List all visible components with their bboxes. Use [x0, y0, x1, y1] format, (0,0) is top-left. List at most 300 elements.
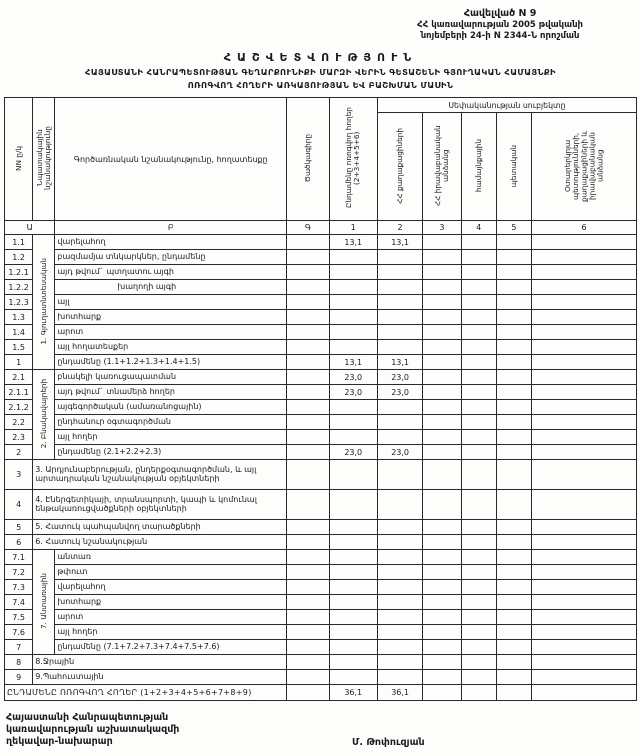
row-number-cell: 7.6 [5, 625, 33, 640]
value-cell [423, 595, 461, 610]
value-cell [423, 685, 461, 701]
value-cell: 13,1 [377, 235, 422, 250]
row-number-cell: 1.1 [5, 235, 33, 250]
value-cell [287, 280, 329, 295]
col-header-nn-label: NN ը/կ [13, 145, 23, 171]
col-header-total [329, 98, 377, 221]
land-type-cell: թփուտ [55, 565, 287, 580]
value-cell [496, 460, 531, 490]
table-row [5, 265, 637, 280]
section-label-cell [33, 235, 55, 370]
value-cell [496, 625, 531, 640]
land-type-cell: արոտ [55, 610, 287, 625]
value-cell [329, 670, 377, 685]
value-cell [377, 340, 422, 355]
value-cell [423, 370, 461, 385]
col-header-total-label: Ընդամենը ոռոգվող հողեր (2+3+4+5+6) [344, 108, 362, 209]
value-cell [329, 565, 377, 580]
row-number-cell: 4 [5, 490, 33, 520]
value-cell: 23,0 [329, 445, 377, 460]
value-cell [423, 655, 461, 670]
footer-line3: ղեկավար-նախարար [6, 736, 113, 748]
owner-community-label: համայնքային [473, 139, 483, 193]
col-header-owner-citizens [377, 113, 422, 221]
value-cell [496, 640, 531, 655]
value-cell [377, 250, 422, 265]
value-cell [377, 490, 422, 520]
value-cell [287, 655, 329, 670]
letter-cell-4: 4 [461, 221, 496, 235]
value-cell [496, 310, 531, 325]
value-cell [461, 550, 496, 565]
value-cell [532, 490, 637, 520]
value-cell [532, 355, 637, 370]
value-cell [377, 325, 422, 340]
value-cell [423, 385, 461, 400]
value-cell [461, 340, 496, 355]
value-cell [329, 610, 377, 625]
col-header-purpose [33, 98, 55, 221]
value-cell [532, 415, 637, 430]
value-cell [287, 445, 329, 460]
value-cell [287, 670, 329, 685]
value-cell [496, 385, 531, 400]
value-cell [287, 565, 329, 580]
value-cell [532, 445, 637, 460]
table-row [5, 595, 637, 610]
land-type-cell: խոտհարք [55, 595, 287, 610]
value-cell [377, 280, 422, 295]
table-total-row [5, 685, 637, 701]
value-cell [329, 550, 377, 565]
owner-citizens-label: ՀՀ քաղաքացիների [395, 128, 404, 204]
value-cell [287, 340, 329, 355]
value-cell [377, 310, 422, 325]
table-row [5, 385, 637, 400]
row-number-cell: 2.1.2 [5, 400, 33, 415]
value-cell [423, 340, 461, 355]
value-cell [496, 265, 531, 280]
land-type-cell: այլ [55, 295, 287, 310]
value-cell [423, 535, 461, 550]
report-title: ՀԱՇՎԵՏՎՈՒԹՅՈՒՆ [223, 51, 418, 65]
value-cell [461, 385, 496, 400]
value-cell [423, 580, 461, 595]
value-cell: 36,1 [377, 685, 422, 701]
value-cell [461, 520, 496, 535]
value-cell [496, 595, 531, 610]
value-cell [377, 550, 422, 565]
value-cell [287, 580, 329, 595]
col-header-nn [5, 98, 33, 221]
land-type-cell: ընդամենը (7.1+7.2+7.3+7.4+7.5+7.6) [55, 640, 287, 655]
land-type-cell: բազմամյա տնկարկներ, ընդամենը [55, 250, 287, 265]
footer-signatory-title [6, 712, 179, 748]
table-row [5, 655, 637, 670]
value-cell: 23,0 [329, 370, 377, 385]
appendix-number: Հավելված N 9 [463, 8, 537, 19]
value-cell [377, 670, 422, 685]
value-cell [329, 595, 377, 610]
value-cell [496, 520, 531, 535]
value-cell [461, 460, 496, 490]
letter-cell-2: 2 [377, 221, 422, 235]
value-cell: 23,0 [377, 385, 422, 400]
table-row [5, 280, 637, 295]
appendix-block [417, 8, 583, 42]
value-cell [532, 385, 637, 400]
value-cell [496, 400, 531, 415]
row-number-cell: 1.5 [5, 340, 33, 355]
owner-state-label: պետական [508, 144, 518, 188]
value-cell [423, 550, 461, 565]
value-cell [287, 430, 329, 445]
value-cell [287, 610, 329, 625]
value-cell: 13,1 [377, 355, 422, 370]
value-cell [329, 400, 377, 415]
row-number-cell: 7.5 [5, 610, 33, 625]
table-row [5, 370, 637, 385]
value-cell [496, 430, 531, 445]
table-row [5, 670, 637, 685]
value-cell [461, 280, 496, 295]
value-cell [496, 280, 531, 295]
value-cell [377, 610, 422, 625]
value-cell: 36,1 [329, 685, 377, 701]
value-cell [423, 640, 461, 655]
value-cell [377, 565, 422, 580]
value-cell [329, 655, 377, 670]
value-cell [461, 670, 496, 685]
land-type-cell: արոտ [55, 325, 287, 340]
value-cell [496, 550, 531, 565]
value-cell [329, 310, 377, 325]
total-label-cell: ԸՆԴԱՄԵՆԸ ՈՌՈԳՎՈՂ ՀՈՂԵՐ (1+2+3+4+5+6+7+8+9) [5, 685, 287, 701]
table-row [5, 535, 637, 550]
value-cell [287, 490, 329, 520]
land-type-cell: վարելահող [55, 580, 287, 595]
table-row [5, 355, 637, 370]
value-cell: 23,0 [377, 370, 422, 385]
report-subtitle-line2: ՈՌՈԳՎՈՂ ՀՈՂԵՐԻ ԱՌԿԱՅՈՒԹՅԱՆ ԵՎ ԲԱՇԽՄԱՆ ՄԱՍԻՆ [187, 80, 454, 91]
section-label: 7. Անտառային [38, 573, 48, 630]
value-cell [496, 580, 531, 595]
value-cell [329, 430, 377, 445]
value-cell [496, 370, 531, 385]
value-cell [423, 265, 461, 280]
value-cell [496, 490, 531, 520]
table-row [5, 490, 637, 520]
value-cell [496, 445, 531, 460]
value-cell [461, 325, 496, 340]
letter-cell-1: 1 [329, 221, 377, 235]
value-cell [532, 580, 637, 595]
value-cell [496, 415, 531, 430]
value-cell [329, 340, 377, 355]
value-cell [532, 325, 637, 340]
value-cell [423, 250, 461, 265]
value-cell [532, 250, 637, 265]
value-cell [287, 640, 329, 655]
value-cell [496, 295, 531, 310]
value-cell [423, 460, 461, 490]
value-cell [377, 520, 422, 535]
value-cell [532, 340, 637, 355]
land-type-cell: խաղողի այգի [55, 280, 287, 295]
land-type-cell: խոտհարք [55, 310, 287, 325]
table-row [5, 430, 637, 445]
col-header-owner-state [496, 113, 531, 221]
value-cell [532, 595, 637, 610]
row-number-cell: 1.2.1 [5, 265, 33, 280]
value-cell [377, 415, 422, 430]
header-row-letters [5, 221, 637, 235]
value-cell [532, 295, 637, 310]
value-cell [496, 325, 531, 340]
value-cell [377, 655, 422, 670]
value-cell [532, 520, 637, 535]
value-cell [461, 580, 496, 595]
value-cell [287, 385, 329, 400]
col-header-owner-foreign [532, 113, 637, 221]
table-row [5, 565, 637, 580]
table-row [5, 640, 637, 655]
value-cell [461, 310, 496, 325]
footer-line2: կառավարության աշխատակազմի [6, 724, 180, 736]
land-type-cell: այլ հողեր [55, 430, 287, 445]
table-row [5, 460, 637, 490]
value-cell [496, 250, 531, 265]
value-cell [423, 310, 461, 325]
appendix-decree-line1: ՀՀ կառավարության 2005 թվականի [417, 20, 583, 31]
value-cell [287, 550, 329, 565]
value-cell [377, 625, 422, 640]
value-cell [532, 370, 637, 385]
row-number-cell: 2.1.1 [5, 385, 33, 400]
col-header-owner-legal [423, 113, 461, 221]
land-type-cell: 8.Ջրային [33, 655, 287, 670]
land-type-cell: այգեգործական (ամառանոցային) [55, 400, 287, 415]
value-cell [461, 490, 496, 520]
value-cell [377, 265, 422, 280]
letter-cell-g: Գ [287, 221, 329, 235]
row-number-cell: 8 [5, 655, 33, 670]
value-cell [461, 415, 496, 430]
value-cell [461, 610, 496, 625]
value-cell [423, 610, 461, 625]
value-cell [532, 640, 637, 655]
value-cell [287, 400, 329, 415]
value-cell [496, 685, 531, 701]
value-cell [423, 355, 461, 370]
value-cell [377, 430, 422, 445]
value-cell [329, 490, 377, 520]
header-row-groups [5, 98, 637, 113]
value-cell [377, 580, 422, 595]
row-number-cell: 2.1 [5, 370, 33, 385]
value-cell: 23,0 [377, 445, 422, 460]
value-cell [461, 655, 496, 670]
value-cell [329, 325, 377, 340]
value-cell [532, 310, 637, 325]
col-header-functional: Գործառնական նշանակությունը, հողատեսքը [55, 98, 287, 221]
row-number-cell: 6 [5, 535, 33, 550]
table-row [5, 580, 637, 595]
value-cell [496, 565, 531, 580]
value-cell [287, 520, 329, 535]
value-cell [532, 685, 637, 701]
value-cell [423, 235, 461, 250]
value-cell [329, 250, 377, 265]
col-header-ownership-group: Սեփականության սուբյեկտը [377, 98, 636, 113]
value-cell [461, 235, 496, 250]
value-cell [329, 265, 377, 280]
value-cell [461, 265, 496, 280]
value-cell [532, 550, 637, 565]
value-cell [287, 265, 329, 280]
row-number-cell: 9 [5, 670, 33, 685]
value-cell [532, 610, 637, 625]
value-cell [287, 295, 329, 310]
value-cell [423, 625, 461, 640]
value-cell [532, 265, 637, 280]
letter-cell-3: 3 [423, 221, 461, 235]
row-number-cell: 5 [5, 520, 33, 535]
value-cell [287, 370, 329, 385]
row-number-cell: 3 [5, 460, 33, 490]
section-label: 1. Գյուղատնտեսական [38, 258, 48, 345]
row-number-cell: 1.2.3 [5, 295, 33, 310]
table-row [5, 310, 637, 325]
table-row [5, 400, 637, 415]
section-label-cell [33, 550, 55, 655]
value-cell [423, 565, 461, 580]
value-cell [287, 235, 329, 250]
row-number-cell: 1.2 [5, 250, 33, 265]
value-cell [423, 400, 461, 415]
value-cell [287, 355, 329, 370]
col-header-purpose-label: Նպատակային նշանակությունը [34, 126, 52, 191]
value-cell [287, 415, 329, 430]
value-cell [532, 670, 637, 685]
value-cell [287, 325, 329, 340]
table-row [5, 325, 637, 340]
value-cell [496, 610, 531, 625]
land-type-cell: 3. Արդյունաբերության, ընդերքօգտագործման, և այլ արտադրական նշանակության օբյեկտների [33, 460, 287, 490]
value-cell [329, 415, 377, 430]
value-cell [496, 535, 531, 550]
appendix-decree-line2: նոյեմբերի 24-ի N 2344-Ն որոշման [420, 31, 580, 42]
value-cell [377, 595, 422, 610]
value-cell [461, 565, 496, 580]
value-cell [329, 295, 377, 310]
value-cell [423, 520, 461, 535]
value-cell [377, 460, 422, 490]
letter-cell-a: Ա [5, 221, 55, 235]
value-cell [377, 535, 422, 550]
value-cell [287, 595, 329, 610]
value-cell [496, 340, 531, 355]
table-row [5, 340, 637, 355]
value-cell [377, 640, 422, 655]
row-number-cell: 1.3 [5, 310, 33, 325]
value-cell [496, 355, 531, 370]
value-cell [461, 640, 496, 655]
value-cell [532, 235, 637, 250]
value-cell [532, 565, 637, 580]
value-cell [329, 460, 377, 490]
value-cell [461, 355, 496, 370]
value-cell [532, 625, 637, 640]
table-row [5, 415, 637, 430]
table-row [5, 295, 637, 310]
value-cell [461, 445, 496, 460]
land-type-cell: ընդամենը (2.1+2.2+2.3) [55, 445, 287, 460]
land-type-cell: վարելահող [55, 235, 287, 250]
land-type-cell: այլ հողատեսքեր [55, 340, 287, 355]
footer-line1: Հայաստանի Հանրապետության [6, 712, 169, 723]
value-cell [461, 685, 496, 701]
land-type-cell: անտառ [55, 550, 287, 565]
row-number-cell: 1.4 [5, 325, 33, 340]
value-cell [496, 235, 531, 250]
land-type-cell: 9.Պահուստային [33, 670, 287, 685]
land-type-cell: ընդհանուր օգտագործման [55, 415, 287, 430]
value-cell [423, 670, 461, 685]
row-number-cell: 1.2.2 [5, 280, 33, 295]
table-row [5, 235, 637, 250]
land-type-cell: 4. Էներգետիկայի, տրանսպորտի, կապի և կոմունալ ենթակառուցվածքների օբյեկտների [33, 490, 287, 520]
value-cell [287, 685, 329, 701]
land-type-cell: այդ թվում` տնամերձ հողեր [55, 385, 287, 400]
value-cell [496, 655, 531, 670]
col-header-code-label: Ծածկագիրը [302, 134, 312, 183]
land-type-cell: ընդամենը (1.1+1.2+1.3+1.4+1.5) [55, 355, 287, 370]
value-cell: 23,0 [329, 385, 377, 400]
table-row [5, 610, 637, 625]
row-number-cell: 1 [5, 355, 33, 370]
value-cell [287, 310, 329, 325]
value-cell [377, 295, 422, 310]
col-header-owner-community [461, 113, 496, 221]
row-number-cell: 2.2 [5, 415, 33, 430]
letter-cell-6: 6 [532, 221, 637, 235]
value-cell [377, 400, 422, 415]
value-cell: 13,1 [329, 235, 377, 250]
row-number-cell: 2 [5, 445, 33, 460]
table-row [5, 445, 637, 460]
signatory-name: Մ. Թոփուզյան [352, 737, 425, 748]
row-number-cell: 2.3 [5, 430, 33, 445]
value-cell [329, 640, 377, 655]
land-type-cell: 5. Հատուկ պահպանվող տարածքների [33, 520, 287, 535]
value-cell [496, 670, 531, 685]
value-cell [329, 280, 377, 295]
letter-cell-b: Բ [55, 221, 287, 235]
value-cell [423, 295, 461, 310]
value-cell [532, 655, 637, 670]
value-cell [461, 295, 496, 310]
value-cell [461, 400, 496, 415]
table-body [5, 235, 637, 701]
value-cell [532, 535, 637, 550]
row-number-cell: 7.2 [5, 565, 33, 580]
value-cell [461, 625, 496, 640]
report-table [4, 97, 637, 701]
row-number-cell: 7.1 [5, 550, 33, 565]
table-row [5, 550, 637, 565]
row-number-cell: 7.3 [5, 580, 33, 595]
